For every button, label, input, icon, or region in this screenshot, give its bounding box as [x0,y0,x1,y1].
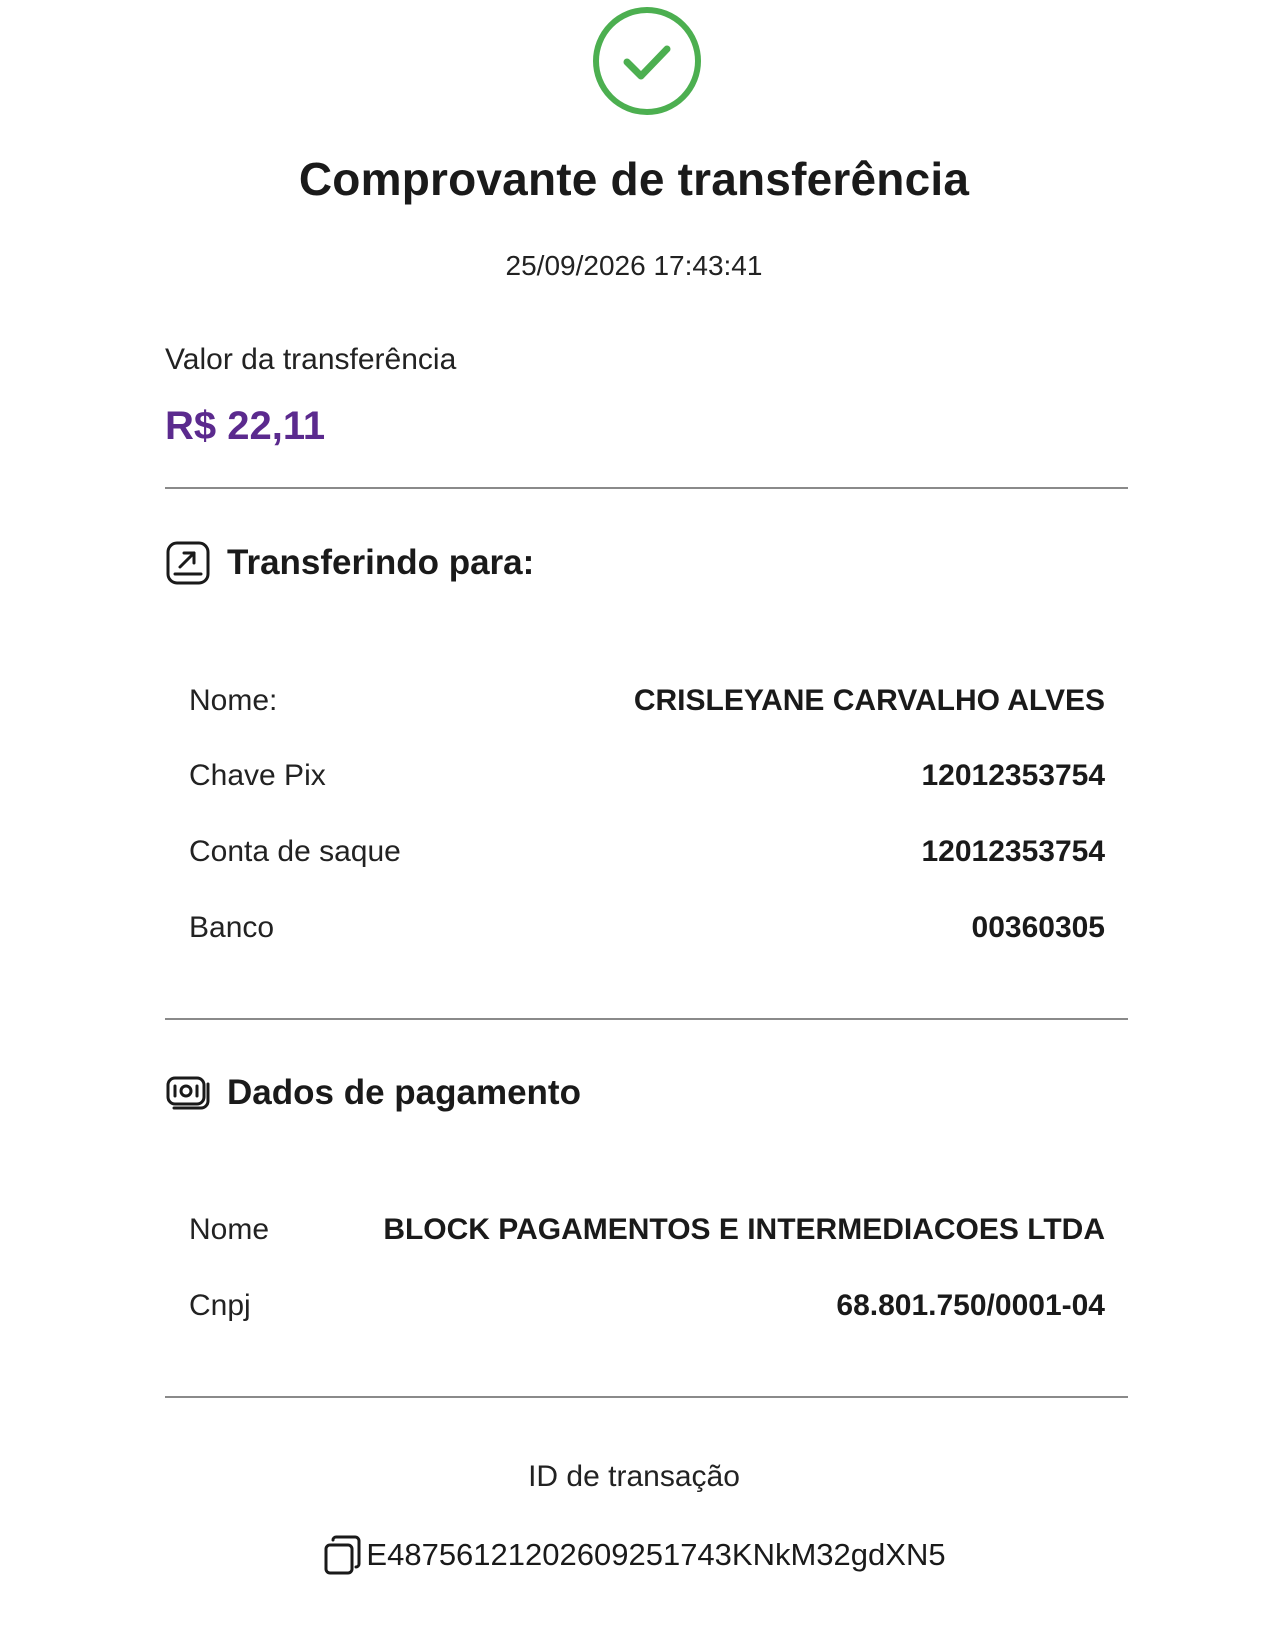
row-label: Nome [189,1213,270,1246]
row-label: Cnpj [189,1289,251,1322]
transaction-id-value: E48756121202609251743KNkM32gdXN5 [366,1537,946,1572]
payment-row-name [189,1213,1105,1247]
row-label: Nome: [189,684,278,717]
row-value: 68.801.750/0001-04 [836,1289,1105,1322]
transfer-datetime: 25/09/2026 17:43:41 [505,250,763,281]
row-label: Chave Pix [189,759,326,792]
row-label: Banco [189,911,275,944]
divider [165,1018,1128,1020]
recipient-row-pix-key [189,759,1105,793]
row-value: 12012353754 [921,835,1105,868]
banknote-icon [165,1070,211,1116]
row-value: BLOCK PAGAMENTOS E INTERMEDIACOES LTDA [383,1213,1105,1246]
divider [165,1396,1128,1398]
payment-row-cnpj [189,1289,1105,1323]
recipient-row-bank [189,911,1105,945]
row-label: Conta de saque [189,835,401,868]
arrow-up-right-box-icon [165,540,211,586]
copy-icon[interactable] [322,1534,362,1576]
transaction-id-label: ID de transação [528,1460,740,1493]
payment-heading: Dados de pagamento [227,1073,581,1112]
recipient-heading: Transferindo para: [227,543,535,582]
success-check-icon [591,5,703,117]
payment-section-header [165,1069,581,1117]
amount-value: R$ 22,11 [165,404,326,448]
divider [165,487,1128,489]
row-value: CRISLEYANE CARVALHO ALVES [633,684,1105,717]
page-title: Comprovante de transferência [298,153,970,205]
amount-label: Valor da transferência [165,343,457,376]
transaction-id-row [0,1534,1268,1576]
recipient-section-header [165,539,534,587]
recipient-row-account [189,835,1105,869]
row-value: 00360305 [971,911,1105,944]
row-value: 12012353754 [921,759,1105,792]
recipient-row-name [189,684,1105,718]
